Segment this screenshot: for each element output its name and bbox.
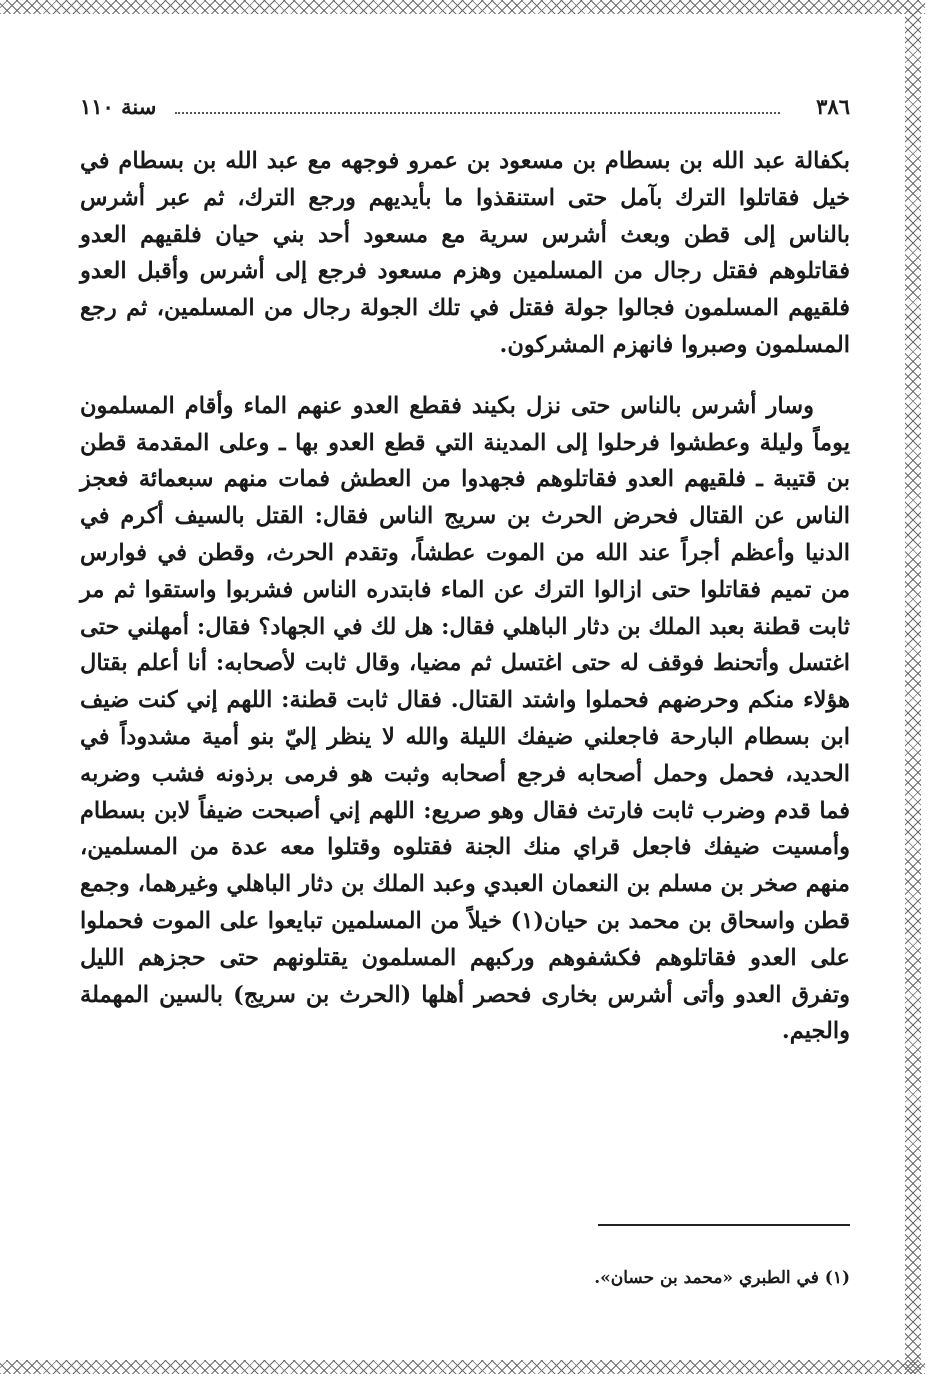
running-head-year: سنة ١١٠ xyxy=(80,94,157,119)
page-header xyxy=(80,88,850,128)
right-ornamental-border xyxy=(905,0,921,1374)
top-ornamental-border xyxy=(0,0,925,14)
paragraph-2: وسار أشرس بالناس حتى نزل بكيند فقطع العدو عنهم الماء وأقام المسلمون يوماً وليلة وعطشوا فرحلوا إلى المدينة التي قطع العدو بها ـ وعلى المقدمة قطن بن قتيبة ـ فلقيهم العدو فقاتلوهم فجهدوا من العطش فمات منهم سبعمائة فعجز الناس عن القتال فحرض الحرث بن سريج الناس فقال: القتل بالسيف أكرم في الدنيا وأعظم أجراً عند الله من الموت عطشاً، وتقدم الحرث، وقطن في فوارس من تميم فقاتلوا حتى ازالوا الترك عن الماء فابتدره الناس فشربوا واستقوا ثم مر ثابت قطنة بعبد الملك بن دثار الباهلي فقال: هل لك في الجهاد؟ فقال: أمهلني حتى اغتسل وأتحنط فوقف له حتى اغتسل ثم مضيا، وقال ثابت لأصحابه: أنا أعلم بقتال هؤلاء منكم وحرضهم فحملوا واشتد القتال. فقال ثابت قطنة: اللهم إني كنت ضيف ابن بسطام البارحة فاجعلني ضيفك الليلة والله لا ينظر إليّ بنو أمية مشدوداً في الحديد، فحمل وحمل أصحابه فرجع أصحابه وثبت هو فرمى برذونه فشب وضربه فما قدم وضرب ثابت فارتث فقال وهو صريع: اللهم إني أصبحت ضيفاً لابن بسطام وأمسيت ضيفك فاجعل قراي منك الجنة فقتلوه وقتلوا معه عدة من المسلمين، منهم صخر بن مسلم بن النعمان العبدي وعبد الملك بن دثار الباهلي وغيرهما، وجمع قطن واسحاق بن محمد بن حيان(١) خيلاً من المسلمين تبايعوا على الموت فحملوا على العدو فقاتلوهم فكشفوهم وركبهم المسلمون يقتلونهم حتى حجزهم الليل وتفرق العدو وأتى أشرس بخارى فحصر أهلها (الحرث بن سريج) بالسين المهملة والجيم. xyxy=(80,392,850,1045)
paragraph-1: بكفالة عبد الله بن بسطام بن مسعود بن عمرو فوجهه مع عبد الله بن بسطام في خيل فقاتلوا الترك بآمل حتى استنقذوا ما بأيديهم ورجع الترك، ثم عبر أشرس بالناس إلى قطن وبعث أشرس سرية مع مسعود أحد بني حيان فلقيهم العدو فقاتلوهم فقتل رجال من المسلمين وهزم مسعود فرجع إلى أشرس وأقبل العدو فلقيهم المسلمون فجالوا جولة فقتل في تلك الجولة رجال من المسلمين، ثم رجع المسلمون وصبروا فانهزم المشركون. xyxy=(80,148,850,358)
main-text xyxy=(80,143,850,1050)
bottom-ornamental-border xyxy=(0,1360,925,1374)
footnote-separator xyxy=(598,1224,850,1226)
page-number: ٣٨٦ xyxy=(816,94,850,119)
footnote: (١) في الطبري «محمد بن حسان». xyxy=(594,1268,850,1288)
header-dotted-leader xyxy=(175,112,780,114)
